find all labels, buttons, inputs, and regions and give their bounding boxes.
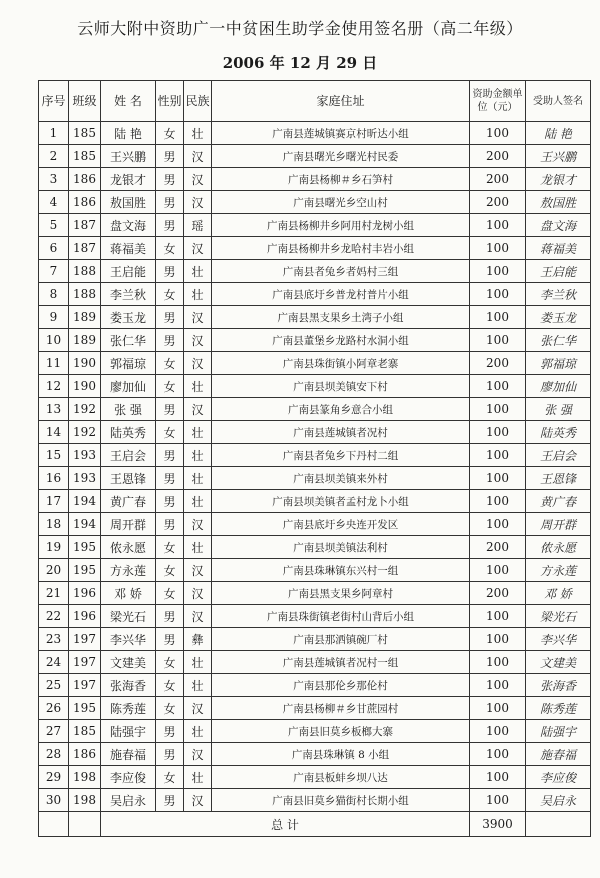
table-row [39, 605, 591, 628]
cell-address: 广南县黑支果乡土湾子小组 [212, 306, 470, 329]
cell-address: 广南县黑支果乡阿章村 [212, 582, 470, 605]
cell-gender: 女 [156, 766, 184, 789]
cell-name: 王兴鹏 [101, 145, 156, 168]
cell-class: 194 [69, 490, 101, 513]
cell-ethnicity: 壮 [184, 651, 212, 674]
table-row [39, 582, 591, 605]
cell-no: 18 [39, 513, 69, 536]
table-header-row [39, 81, 591, 122]
cell-class: 187 [69, 214, 101, 237]
cell-amount: 200 [470, 536, 526, 559]
cell-name: 龙银才 [101, 168, 156, 191]
cell-gender: 女 [156, 352, 184, 375]
cell-ethnicity: 汉 [184, 168, 212, 191]
cell-class: 198 [69, 766, 101, 789]
table-row [39, 122, 591, 145]
cell-class: 196 [69, 605, 101, 628]
cell-name: 侬永愿 [101, 536, 156, 559]
cell-amount: 100 [470, 766, 526, 789]
cell-amount: 100 [470, 237, 526, 260]
cell-gender: 男 [156, 145, 184, 168]
table-row [39, 536, 591, 559]
cell-address: 广南县坝美镇法利村 [212, 536, 470, 559]
cell-ethnicity: 汉 [184, 352, 212, 375]
cell-signature: 张仁华 [526, 329, 591, 352]
table-row [39, 421, 591, 444]
table-row [39, 191, 591, 214]
cell-signature: 陆 艳 [526, 122, 591, 145]
cell-gender: 女 [156, 651, 184, 674]
table-row [39, 375, 591, 398]
cell-name: 邓 娇 [101, 582, 156, 605]
cell-ethnicity: 汉 [184, 306, 212, 329]
cell-amount: 200 [470, 145, 526, 168]
cell-ethnicity: 汉 [184, 582, 212, 605]
header-gender: 性别 [156, 81, 184, 122]
cell-amount: 100 [470, 467, 526, 490]
cell-gender: 女 [156, 122, 184, 145]
cell-gender: 男 [156, 490, 184, 513]
cell-signature: 文建美 [526, 651, 591, 674]
document-date: 2006 年 12 月 29 日 [222, 54, 378, 72]
total-empty-signature [526, 812, 591, 837]
table-row [39, 214, 591, 237]
cell-no: 16 [39, 467, 69, 490]
cell-ethnicity: 汉 [184, 513, 212, 536]
cell-class: 194 [69, 513, 101, 536]
cell-gender: 男 [156, 628, 184, 651]
cell-signature: 王兴鹏 [526, 145, 591, 168]
cell-class: 188 [69, 283, 101, 306]
cell-signature: 郭福琼 [526, 352, 591, 375]
cell-name: 张仁华 [101, 329, 156, 352]
cell-gender: 男 [156, 720, 184, 743]
cell-signature: 蒋福美 [526, 237, 591, 260]
cell-amount: 100 [470, 122, 526, 145]
cell-name: 王恩锋 [101, 467, 156, 490]
cell-gender: 女 [156, 536, 184, 559]
cell-address: 广南县珠街镇老街村山背后小组 [212, 605, 470, 628]
cell-address: 广南县那洒镇碗厂村 [212, 628, 470, 651]
table-row [39, 720, 591, 743]
cell-signature: 张海香 [526, 674, 591, 697]
cell-ethnicity: 汉 [184, 559, 212, 582]
cell-signature: 王启能 [526, 260, 591, 283]
cell-amount: 100 [470, 697, 526, 720]
cell-gender: 女 [156, 283, 184, 306]
cell-class: 186 [69, 168, 101, 191]
cell-address: 广南县底圩乡普龙村普片小组 [212, 283, 470, 306]
cell-no: 7 [39, 260, 69, 283]
cell-signature: 李应俊 [526, 766, 591, 789]
cell-gender: 男 [156, 743, 184, 766]
cell-gender: 男 [156, 398, 184, 421]
header-address: 家庭住址 [212, 81, 470, 122]
table-row [39, 697, 591, 720]
cell-no: 3 [39, 168, 69, 191]
cell-amount: 100 [470, 283, 526, 306]
table-row [39, 329, 591, 352]
cell-name: 张海香 [101, 674, 156, 697]
cell-address: 广南县杨柳＃乡石笋村 [212, 168, 470, 191]
cell-ethnicity: 壮 [184, 674, 212, 697]
cell-amount: 100 [470, 421, 526, 444]
cell-no: 8 [39, 283, 69, 306]
cell-no: 28 [39, 743, 69, 766]
cell-name: 廖加仙 [101, 375, 156, 398]
cell-ethnicity: 壮 [184, 766, 212, 789]
cell-address: 广南县旧莫乡板榔大寨 [212, 720, 470, 743]
cell-amount: 100 [470, 214, 526, 237]
cell-gender: 男 [156, 191, 184, 214]
cell-ethnicity: 壮 [184, 490, 212, 513]
cell-address: 广南县董堡乡龙路村水洞小组 [212, 329, 470, 352]
cell-ethnicity: 汉 [184, 145, 212, 168]
cell-signature: 王启会 [526, 444, 591, 467]
cell-name: 盘文海 [101, 214, 156, 237]
cell-ethnicity: 壮 [184, 375, 212, 398]
cell-signature: 周开群 [526, 513, 591, 536]
cell-gender: 男 [156, 789, 184, 812]
cell-name: 施春福 [101, 743, 156, 766]
cell-amount: 200 [470, 191, 526, 214]
cell-amount: 100 [470, 444, 526, 467]
cell-address: 广南县杨柳井乡阿用村龙树小组 [212, 214, 470, 237]
cell-gender: 女 [156, 674, 184, 697]
document-title: 云师大附中资助广一中贫困生助学金使用签名册（高二年级） [77, 19, 523, 38]
header-amount: 资助金额单位（元） [470, 81, 526, 122]
header-name: 姓 名 [101, 81, 156, 122]
header-class: 班级 [69, 81, 101, 122]
cell-address: 广南县者兔乡者妈村三组 [212, 260, 470, 283]
cell-name: 娄玉龙 [101, 306, 156, 329]
table-row [39, 145, 591, 168]
cell-name: 黄广春 [101, 490, 156, 513]
cell-address: 广南县者兔乡下丹村二组 [212, 444, 470, 467]
cell-gender: 女 [156, 237, 184, 260]
total-label: 总 计 [101, 812, 470, 837]
cell-gender: 女 [156, 697, 184, 720]
cell-signature: 陆英秀 [526, 421, 591, 444]
table-row [39, 513, 591, 536]
cell-no: 27 [39, 720, 69, 743]
cell-no: 15 [39, 444, 69, 467]
cell-no: 5 [39, 214, 69, 237]
cell-no: 21 [39, 582, 69, 605]
cell-gender: 女 [156, 582, 184, 605]
cell-name: 陆 艳 [101, 122, 156, 145]
cell-ethnicity: 瑶 [184, 214, 212, 237]
cell-no: 14 [39, 421, 69, 444]
cell-ethnicity: 汉 [184, 398, 212, 421]
cell-gender: 女 [156, 559, 184, 582]
cell-name: 文建美 [101, 651, 156, 674]
cell-no: 9 [39, 306, 69, 329]
cell-name: 郭福琼 [101, 352, 156, 375]
cell-class: 189 [69, 329, 101, 352]
cell-amount: 100 [470, 674, 526, 697]
cell-class: 196 [69, 582, 101, 605]
total-row [39, 812, 591, 837]
cell-ethnicity: 汉 [184, 329, 212, 352]
cell-gender: 男 [156, 513, 184, 536]
cell-signature: 施春福 [526, 743, 591, 766]
cell-name: 李兰秋 [101, 283, 156, 306]
table-row [39, 490, 591, 513]
cell-class: 193 [69, 467, 101, 490]
cell-amount: 100 [470, 651, 526, 674]
cell-class: 188 [69, 260, 101, 283]
cell-name: 张 强 [101, 398, 156, 421]
cell-amount: 100 [470, 605, 526, 628]
cell-ethnicity: 壮 [184, 260, 212, 283]
table-row [39, 467, 591, 490]
cell-signature: 盘文海 [526, 214, 591, 237]
cell-amount: 100 [470, 490, 526, 513]
total-empty-no [39, 812, 69, 837]
cell-class: 187 [69, 237, 101, 260]
cell-ethnicity: 壮 [184, 421, 212, 444]
cell-signature: 李兰秋 [526, 283, 591, 306]
cell-class: 185 [69, 720, 101, 743]
cell-signature: 龙银才 [526, 168, 591, 191]
cell-address: 广南县莲城镇赛京村昕达小组 [212, 122, 470, 145]
cell-ethnicity: 汉 [184, 237, 212, 260]
table-row [39, 628, 591, 651]
cell-class: 190 [69, 352, 101, 375]
cell-signature: 王恩锋 [526, 467, 591, 490]
cell-gender: 男 [156, 329, 184, 352]
cell-class: 192 [69, 421, 101, 444]
cell-address: 广南县珠琳镇 8 小组 [212, 743, 470, 766]
cell-signature: 邓 娇 [526, 582, 591, 605]
cell-address: 广南县珠街镇小阿章老寨 [212, 352, 470, 375]
cell-class: 198 [69, 789, 101, 812]
cell-class: 197 [69, 628, 101, 651]
cell-gender: 男 [156, 168, 184, 191]
cell-amount: 100 [470, 789, 526, 812]
cell-amount: 100 [470, 513, 526, 536]
cell-address: 广南县旧莫乡猫街村长期小组 [212, 789, 470, 812]
table-row [39, 260, 591, 283]
cell-gender: 男 [156, 214, 184, 237]
table-row [39, 743, 591, 766]
signature-register-table [38, 80, 591, 837]
cell-address: 广南县曙光乡曙光村民委 [212, 145, 470, 168]
cell-amount: 100 [470, 559, 526, 582]
cell-signature: 侬永愿 [526, 536, 591, 559]
cell-signature: 吴启永 [526, 789, 591, 812]
cell-signature: 黄广春 [526, 490, 591, 513]
cell-signature: 敖国胜 [526, 191, 591, 214]
cell-no: 25 [39, 674, 69, 697]
table-row [39, 766, 591, 789]
cell-no: 29 [39, 766, 69, 789]
cell-name: 李应俊 [101, 766, 156, 789]
cell-gender: 男 [156, 444, 184, 467]
table-row [39, 559, 591, 582]
cell-amount: 100 [470, 260, 526, 283]
header-no: 序号 [39, 81, 69, 122]
cell-name: 陈秀莲 [101, 697, 156, 720]
cell-address: 广南县篆角乡意合小组 [212, 398, 470, 421]
cell-class: 192 [69, 398, 101, 421]
cell-no: 10 [39, 329, 69, 352]
cell-ethnicity: 壮 [184, 283, 212, 306]
cell-class: 185 [69, 145, 101, 168]
cell-no: 17 [39, 490, 69, 513]
cell-ethnicity: 汉 [184, 697, 212, 720]
cell-no: 13 [39, 398, 69, 421]
cell-amount: 100 [470, 306, 526, 329]
cell-class: 186 [69, 191, 101, 214]
table-row [39, 168, 591, 191]
cell-amount: 100 [470, 720, 526, 743]
header-signature: 受助人签名 [526, 81, 591, 122]
cell-class: 195 [69, 559, 101, 582]
cell-name: 蒋福美 [101, 237, 156, 260]
cell-gender: 男 [156, 605, 184, 628]
cell-name: 方永莲 [101, 559, 156, 582]
table-row [39, 789, 591, 812]
cell-amount: 200 [470, 352, 526, 375]
table-row [39, 237, 591, 260]
cell-address: 广南县曙光乡空山村 [212, 191, 470, 214]
cell-ethnicity: 汉 [184, 605, 212, 628]
cell-no: 26 [39, 697, 69, 720]
cell-amount: 100 [470, 743, 526, 766]
cell-no: 11 [39, 352, 69, 375]
total-empty-class [69, 812, 101, 837]
table-row [39, 651, 591, 674]
cell-name: 王启能 [101, 260, 156, 283]
table-row [39, 283, 591, 306]
cell-address: 广南县珠琳镇东兴村一组 [212, 559, 470, 582]
cell-class: 193 [69, 444, 101, 467]
cell-signature: 梁光石 [526, 605, 591, 628]
table-row [39, 674, 591, 697]
cell-class: 185 [69, 122, 101, 145]
cell-ethnicity: 壮 [184, 444, 212, 467]
cell-gender: 男 [156, 260, 184, 283]
cell-gender: 男 [156, 306, 184, 329]
cell-name: 吴启永 [101, 789, 156, 812]
cell-ethnicity: 汉 [184, 191, 212, 214]
table-row [39, 306, 591, 329]
cell-signature: 方永莲 [526, 559, 591, 582]
table-body [39, 122, 591, 812]
cell-address: 广南县杨柳＃乡甘蔗园村 [212, 697, 470, 720]
table-row [39, 398, 591, 421]
cell-class: 197 [69, 674, 101, 697]
cell-amount: 200 [470, 582, 526, 605]
cell-signature: 廖加仙 [526, 375, 591, 398]
cell-amount: 100 [470, 628, 526, 651]
cell-no: 12 [39, 375, 69, 398]
cell-name: 周开群 [101, 513, 156, 536]
cell-name: 陆强宇 [101, 720, 156, 743]
cell-no: 20 [39, 559, 69, 582]
cell-class: 190 [69, 375, 101, 398]
total-amount: 3900 [470, 812, 526, 837]
cell-signature: 娄玉龙 [526, 306, 591, 329]
cell-ethnicity: 汉 [184, 789, 212, 812]
cell-name: 敖国胜 [101, 191, 156, 214]
cell-no: 1 [39, 122, 69, 145]
header-ethnicity: 民族 [184, 81, 212, 122]
cell-address: 广南县板蚌乡坝八达 [212, 766, 470, 789]
cell-name: 梁光石 [101, 605, 156, 628]
cell-address: 广南县莲城镇者况村一组 [212, 651, 470, 674]
cell-class: 195 [69, 536, 101, 559]
cell-no: 30 [39, 789, 69, 812]
cell-address: 广南县底圩乡央连开发区 [212, 513, 470, 536]
cell-amount: 200 [470, 168, 526, 191]
cell-address: 广南县坝美镇来外村 [212, 467, 470, 490]
cell-class: 186 [69, 743, 101, 766]
table-row [39, 352, 591, 375]
cell-address: 广南县那伦乡那伦村 [212, 674, 470, 697]
cell-no: 22 [39, 605, 69, 628]
cell-class: 195 [69, 697, 101, 720]
cell-gender: 女 [156, 375, 184, 398]
cell-amount: 100 [470, 375, 526, 398]
cell-no: 2 [39, 145, 69, 168]
cell-signature: 张 强 [526, 398, 591, 421]
cell-gender: 男 [156, 467, 184, 490]
cell-signature: 李兴华 [526, 628, 591, 651]
cell-amount: 100 [470, 398, 526, 421]
cell-signature: 陈秀莲 [526, 697, 591, 720]
cell-name: 李兴华 [101, 628, 156, 651]
cell-ethnicity: 汉 [184, 743, 212, 766]
cell-address: 广南县莲城镇者况村 [212, 421, 470, 444]
cell-name: 王启会 [101, 444, 156, 467]
cell-no: 23 [39, 628, 69, 651]
cell-ethnicity: 壮 [184, 720, 212, 743]
cell-amount: 100 [470, 329, 526, 352]
cell-no: 6 [39, 237, 69, 260]
cell-no: 4 [39, 191, 69, 214]
cell-name: 陆英秀 [101, 421, 156, 444]
cell-no: 24 [39, 651, 69, 674]
cell-address: 广南县坝美镇者孟村龙卜小组 [212, 490, 470, 513]
cell-ethnicity: 彝 [184, 628, 212, 651]
cell-class: 189 [69, 306, 101, 329]
cell-ethnicity: 壮 [184, 467, 212, 490]
table-row [39, 444, 591, 467]
cell-no: 19 [39, 536, 69, 559]
cell-gender: 女 [156, 421, 184, 444]
cell-signature: 陆强宇 [526, 720, 591, 743]
cell-address: 广南县杨柳井乡龙哈村丰岩小组 [212, 237, 470, 260]
cell-ethnicity: 壮 [184, 536, 212, 559]
cell-class: 197 [69, 651, 101, 674]
cell-address: 广南县坝美镇安下村 [212, 375, 470, 398]
cell-ethnicity: 壮 [184, 122, 212, 145]
